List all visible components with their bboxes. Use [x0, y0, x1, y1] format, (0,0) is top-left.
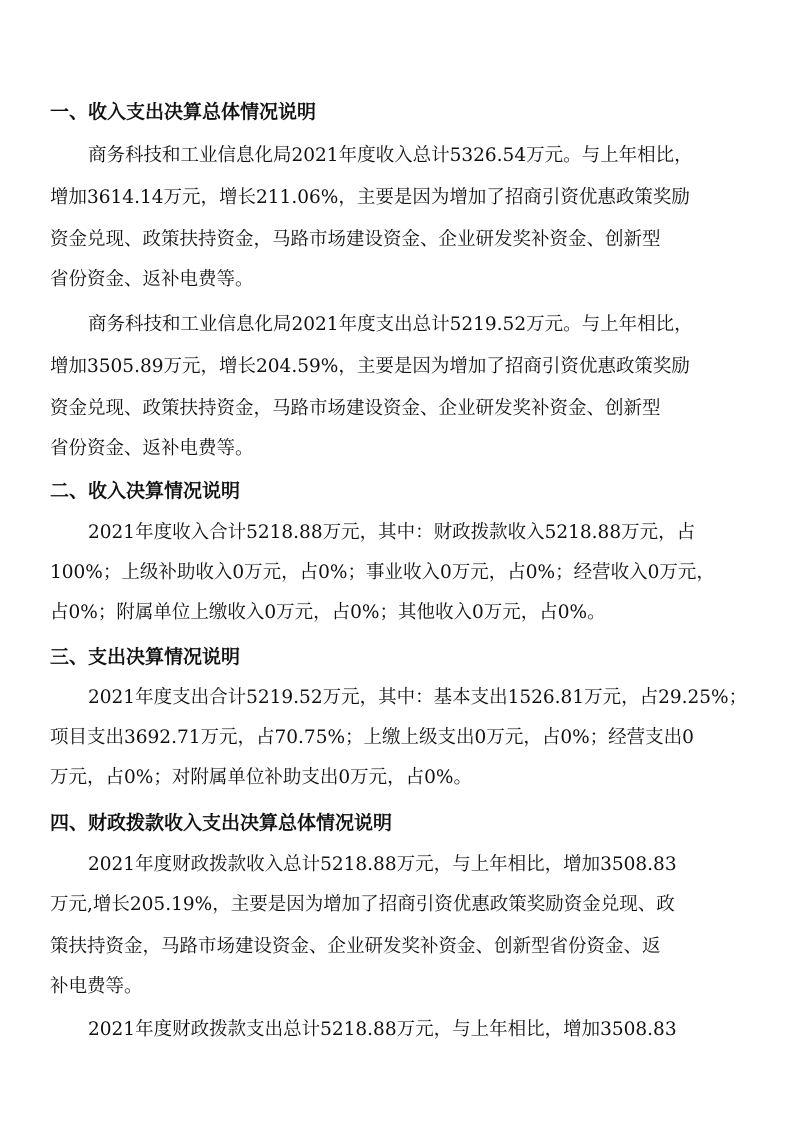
section-heading-1: 一、收入支出决算总体情况说明 [50, 101, 317, 123]
paragraph-line: 商务科技和工业信息化局2021年度支出总计5219.52万元。与上年相比， [88, 314, 693, 335]
paragraph-line: 万元，占0%；对附属单位补助支出0万元，占0%。 [50, 767, 472, 788]
paragraph-line: 占0%；附属单位上缴收入0万元，占0%；其他收入0万元，占0%。 [50, 602, 606, 623]
section-heading-2: 二、收入决算情况说明 [50, 480, 241, 502]
paragraph-line: 策扶持资金，马路市场建设资金、企业研发奖补资金、创新型省份资金、返 [50, 936, 661, 957]
section-heading-3: 三、支出决算情况说明 [50, 646, 241, 668]
paragraph-line: 增加3505.89万元，增长204.59%，主要是因为增加了招商引资优惠政策奖励 [50, 356, 690, 377]
section-heading-4: 四、财政拨款收入支出决算总体情况说明 [50, 812, 393, 834]
paragraph-line: 商务科技和工业信息化局2021年度收入总计5326.54万元。与上年相比， [88, 145, 693, 166]
paragraph-line: 项目支出3692.71万元，占70.75%；上缴上级支出0万元，占0%；经营支出0 [50, 727, 694, 748]
paragraph-line: 2021年度财政拨款收入总计5218.88万元，与上年相比，增加3508.83 [88, 854, 677, 875]
paragraph-line: 2021年度收入合计5218.88万元，其中：财政拨款收入5218.88万元，占 [88, 522, 696, 543]
paragraph-line: 100%；上级补助收入0万元，占0%；事业收入0万元，占0%；经营收入0万元， [50, 562, 715, 583]
paragraph-line: 2021年度支出合计5219.52万元，其中：基本支出1526.81万元，占29.25%； [88, 687, 748, 708]
paragraph-line: 补电费等。 [50, 976, 143, 997]
paragraph-line: 资金兑现、政策扶持资金，马路市场建设资金、企业研发奖补资金、创新型 [50, 398, 661, 419]
paragraph-line: 万元,增长205.19%，主要是因为增加了招商引资优惠政策奖励资金兑现、政 [50, 894, 675, 915]
paragraph-line: 省份资金、返补电费等。 [50, 269, 254, 290]
paragraph-line: 省份资金、返补电费等。 [50, 438, 254, 459]
paragraph-line: 增加3614.14万元，增长211.06%，主要是因为增加了招商引资优惠政策奖励 [50, 187, 690, 208]
paragraph-line: 2021年度财政拨款支出总计5218.88万元，与上年相比，增加3508.83 [88, 1019, 677, 1040]
paragraph-line: 资金兑现、政策扶持资金，马路市场建设资金、企业研发奖补资金、创新型 [50, 229, 661, 250]
